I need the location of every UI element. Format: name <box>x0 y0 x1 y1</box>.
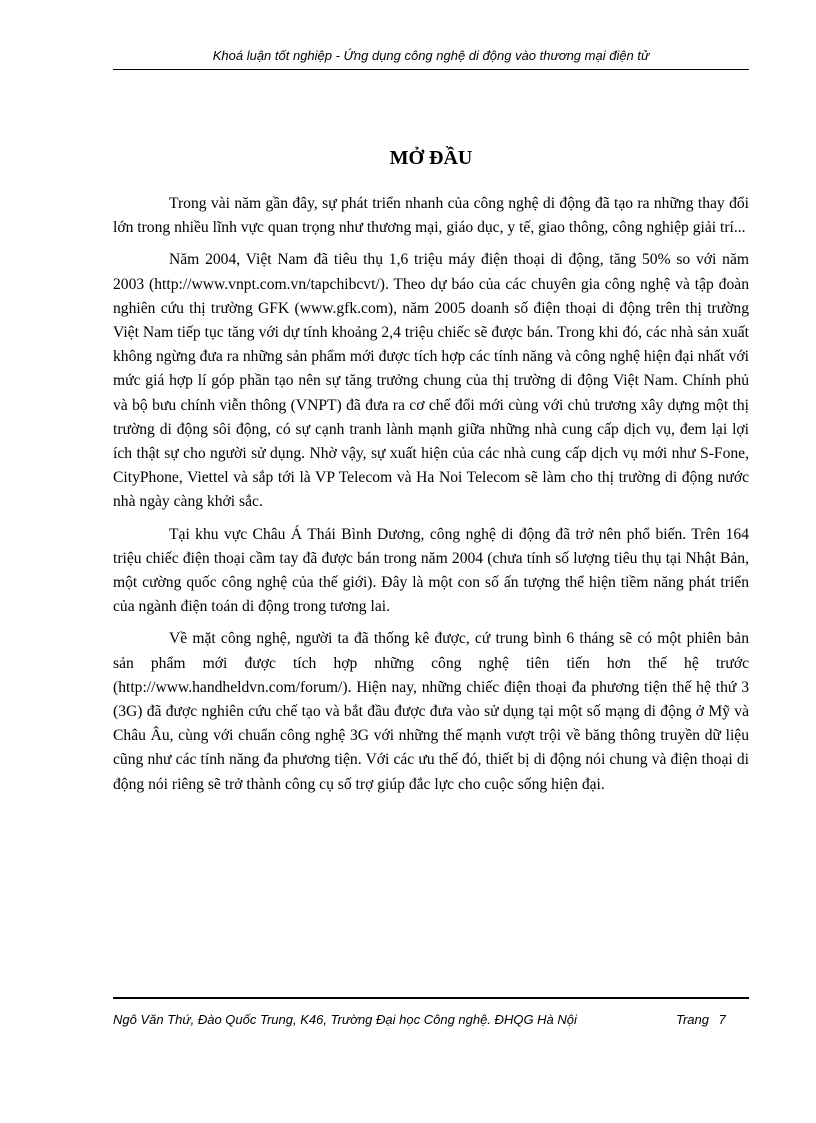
footer-authors: Ngô Văn Thứ, Đào Quốc Trung, K46, Trường Đại học Công nghệ. ĐHQG Hà Nội <box>113 1012 577 1027</box>
page-indicator <box>676 1012 726 1028</box>
running-header: Khoá luận tốt nghiệp - Ứng dụng công nghệ di động vào thương mại điện tử <box>212 48 650 63</box>
page-label: Trang <box>676 1012 709 1027</box>
footer-divider <box>113 997 749 999</box>
header-divider <box>113 69 749 70</box>
paragraph: Về mặt công nghệ, người ta đã thống kê được, cứ trung bình 6 tháng sẽ có một phiên bản sản phẩm mới được tích hợp những công nghệ tiên tiến hơn thế hệ trước (http://www.handheldvn.com/forum/). Hiện nay, những chiếc điện thoại đa phương tiện thế hệ thứ 3 (3G) đã được nghiên cứu chế tạo và bắt đầu được đưa vào sử dụng tại một số mạng di động ở Mỹ và Châu Âu, cùng với chuẩn công nghệ 3G với những thế mạnh vượt trội về băng thông truyền dữ liệu cũng như các tính năng đa phương tiện. Với các ưu thế đó, thiết bị di động nói chung và điện thoại di động nói riêng sẽ trở thành công cụ số trợ giúp đắc lực cho cuộc sống hiện đại. <box>113 630 749 793</box>
paragraph: Trong vài năm gần đây, sự phát triển nhanh của công nghệ di động đã tạo ra những thay đổi lớn trong nhiều lĩnh vực quan trọng như thương mại, giáo dục, y tế, giao thông, công nghiệp giải trí... <box>113 195 749 237</box>
page-number: 7 <box>718 1012 726 1027</box>
paragraph: Năm 2004, Việt Nam đã tiêu thụ 1,6 triệu máy điện thoại di động, tăng 50% so với năm 2003 (http://www.vnpt.com.vn/tapchibcvt/). Theo dự báo của các chuyên gia công nghệ và tập đoàn nghiên cứu thị trường GFK (www.gfk.com), năm 2005 doanh số điện thoại di động trên thị trường Việt Nam tiếp tục tăng với dự tính khoảng 2,4 triệu chiếc sẽ được bán. Trong khi đó, các nhà sản xuất không ngừng đưa ra những sản phẩm mới được tích hợp các tính năng và công nghệ hiện đại nhất với mức giá hợp lí góp phần tạo nên sự tăng trưởng chung của thị trường di động Việt Nam. Chính phủ và bộ bưu chính viễn thông (VNPT) đã đưa ra cơ chế đổi mới cùng với chủ trương xây dựng một thị trường di động sôi động, có sự cạnh tranh lành mạnh giữa những nhà cung cấp dịch vụ, đem lại lợi ích thật sự cho người sử dụng. Nhờ vậy, sự xuất hiện của các nhà cung cấp dịch vụ mới như S-Fone, CityPhone, Viettel và sắp tới là VP Telecom và Ha Noi Telecom sẽ làm cho thị trường di động nước nhà ngày càng khởi sắc. <box>113 251 749 511</box>
body-text <box>113 192 749 805</box>
section-title: MỞ ĐẦU <box>389 147 473 169</box>
paragraph: Tại khu vực Châu Á Thái Bình Dương, công nghệ di động đã trở nên phổ biến. Trên 164 triệu chiếc điện thoại cầm tay đã được bán trong năm 2004 (chưa tính số lượng tiêu thụ tại Nhật Bản, một cường quốc công nghệ của thế giới). Đây là một con số ấn tượng thể hiện tiềm năng phát triển của ngành điện toán di động trong tương lai. <box>113 525 749 616</box>
